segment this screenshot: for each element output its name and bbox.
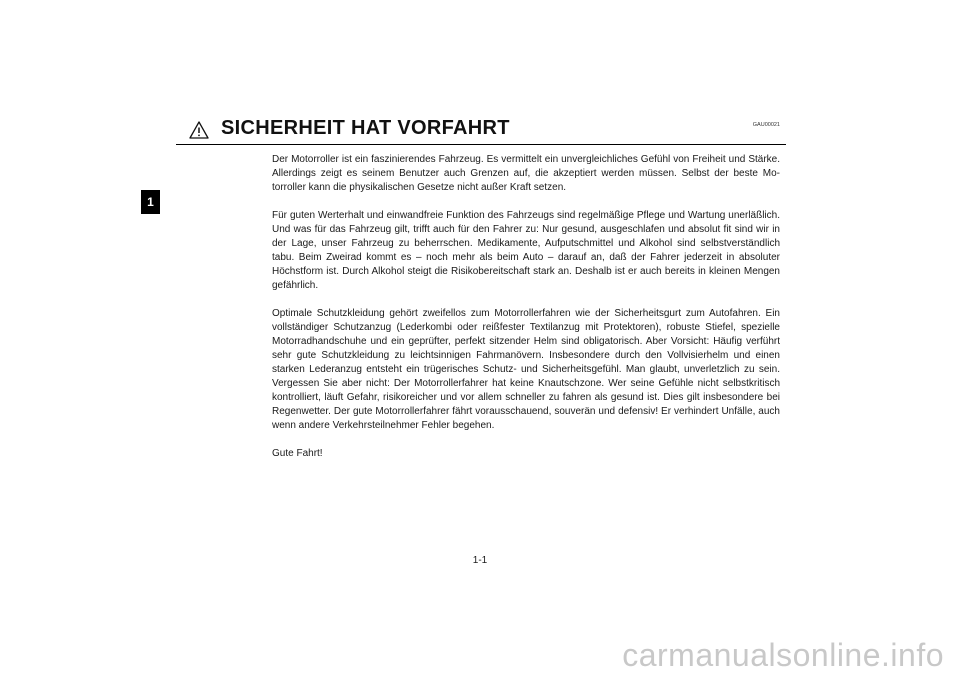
paragraph-maintenance: Für guten Werterhalt und einwandfreie Funktion des Fahrzeugs sind regelmäßige Pflege und Wartung unerläßlich. Und was für das Fahrzeug gilt, trifft auch für den Fahrer zu: Nur gesund, ausgeschlafen und absolut fit sind wir in der Lage, unser Fahrzeug zu beherrschen. Medikamente, Aufputschmittel und Alkohol sind selbstverständlich tabu. Beim Zweirad kommt es – noch mehr als beim Auto – darauf an, daß der Fahrer jederzeit in absoluter Höchstform ist. Durch Alkohol steigt die Risikobereitschaft stark an. Deshalb ist er auch bereits in kleinen Mengen gefährlich. (272, 210, 780, 291)
paragraph-protective-clothing: Optimale Schutzkleidung gehört zweifellos zum Motorrollerfahren wie der Sicherheitsgurt zum Autofahren. Ein vollständiger Schutzanzug (Lederkombi oder reißfester Textilanzug mit Protektoren), robuste Stiefel, spezielle Motorradhandschuhe und ein geprüfter, perfekt sitzender Helm sind obligatorisch. Aber Vorsicht: Häufig verführt sehr gute Schutzkleidung zu leichtsinnigen Fahrmanövern. Insbesondere durch den Vollvisierhelm und einen starken Lederanzug entsteht ein trügerisches Schutz- und Sicherheitsgefühl. Man glaubt, unverletzlich zu sein. Vergessen Sie aber nicht: Der Motorrollerfahrer hat keine Knautschzone. Wer seine Gefühle nicht selbstkritisch kontrolliert, läuft Gefahr, risikoreicher und vor allem schneller zu fahren als gesund ist. Dies gilt insbesondere bei Regenwetter. Der gute Motorrollerfahrer fährt vorausschauend, souverän und defensiv! Er verhindert Unfälle, auch wenn andere Verkehrsteilnehmer Fehler begehen. (272, 308, 780, 431)
paragraph-closing: Gute Fahrt! (272, 448, 323, 459)
warning-triangle-icon (189, 121, 209, 139)
body-text (272, 153, 780, 475)
reference-code: GAU00021 (752, 122, 780, 128)
chapter-tab: 1 (141, 190, 160, 214)
page-number: 1-1 (472, 555, 488, 566)
page-header (176, 116, 786, 146)
paragraph-intro: Der Motorroller ist ein faszinierendes Fahrzeug. Es vermittelt ein unvergleichliches Gefühl von Freiheit und Stärke. Allerdings zeigt es seinem Benutzer auch Grenzen auf, die akzeptiert werden müssen. Selbst der beste Motorroller kann die physikalischen Gesetze nicht außer Kraft setzen. (272, 154, 780, 193)
header-divider (176, 144, 786, 145)
page-title: SICHERHEIT HAT VORFAHRT (221, 117, 510, 139)
watermark: carmanualsonline.info (622, 637, 944, 673)
